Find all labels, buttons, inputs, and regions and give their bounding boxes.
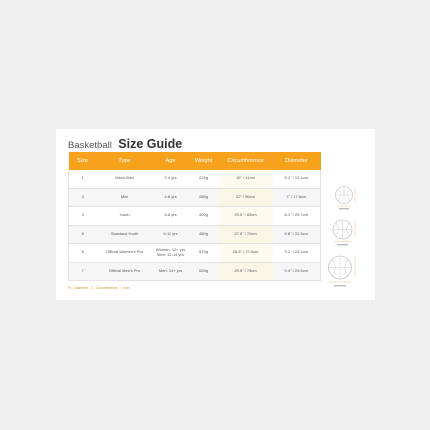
cell-type: Micro-Mini	[97, 170, 153, 188]
cell-circumference: 25.5" / 65cm	[219, 207, 273, 226]
table-row	[69, 225, 321, 244]
cell-size: 5	[69, 225, 97, 244]
cell-weight: 400g	[189, 207, 219, 226]
cell-size: 6	[69, 244, 97, 263]
cell-weight: 480g	[189, 225, 219, 244]
cell-age: 5-8 yrs	[153, 207, 189, 226]
cell-type: Mini	[97, 188, 153, 207]
table-header-row	[69, 152, 321, 170]
cell-age: Women: 12+ yrs Men: 12-14 yrs	[153, 244, 189, 263]
cell-weight: 575g	[189, 244, 219, 263]
cell-diameter: 8.1" / 20.7cm	[273, 207, 321, 226]
page-title	[68, 135, 182, 153]
cell-type: Official Men's Pro	[97, 262, 153, 281]
cell-age: 4-8 yrs	[153, 188, 189, 207]
cell-weight: 620g	[189, 262, 219, 281]
cell-diameter: 7" / 17.8cm	[273, 188, 321, 207]
header-type: Type	[97, 152, 153, 170]
cell-circumference: 16" / 41cm	[219, 170, 273, 188]
table-row	[69, 207, 321, 226]
table-row	[69, 188, 321, 207]
basketball-icon	[330, 217, 362, 249]
cell-size: 1	[69, 170, 97, 188]
header-age: Age	[153, 152, 189, 170]
cell-size: 4	[69, 207, 97, 226]
cell-age: 2-4 yrs	[153, 170, 189, 188]
cell-diameter: 9.1" / 23.1cm	[273, 244, 321, 263]
header-diameter: Diameter	[273, 152, 321, 170]
cell-circumference: 28.5" / 72.5cm	[219, 244, 273, 263]
cell-size: 3	[69, 188, 97, 207]
cell-type: Youth	[97, 207, 153, 226]
footnote: *D - Diameter , C - Circumference, " - inch	[68, 286, 130, 290]
cell-weight: 225g	[189, 170, 219, 188]
table-row	[69, 244, 321, 263]
cell-diameter: 8.6" / 22.3cm	[273, 225, 321, 244]
basketball-icon	[325, 253, 363, 291]
table-row	[69, 262, 321, 281]
size-guide-card	[56, 129, 375, 300]
size-guide-table	[68, 152, 321, 281]
title-prefix: Basketball	[68, 140, 112, 151]
cell-diameter: 9.4" / 23.4cm	[273, 262, 321, 281]
cell-size: 7	[69, 262, 97, 281]
cell-circumference: 22" / 56cm	[219, 188, 273, 207]
header-circumference: Circumference	[219, 152, 273, 170]
cell-circumference: 29.5" / 75cm	[219, 262, 273, 281]
cell-weight: 285g	[189, 188, 219, 207]
table-row	[69, 170, 321, 188]
basketball-icon	[333, 184, 361, 212]
cell-age: Men: 14+ yrs	[153, 262, 189, 281]
cell-type: Official Women's Pro	[97, 244, 153, 263]
header-weight: Weight	[189, 152, 219, 170]
cell-type: Standard Youth	[97, 225, 153, 244]
cell-circumference: 27.5" / 70cm	[219, 225, 273, 244]
header-size: Size	[69, 152, 97, 170]
title-main: Size Guide	[118, 137, 183, 151]
cell-age: 9-11 yrs	[153, 225, 189, 244]
cell-diameter: 5.1" / 13.1cm	[273, 170, 321, 188]
